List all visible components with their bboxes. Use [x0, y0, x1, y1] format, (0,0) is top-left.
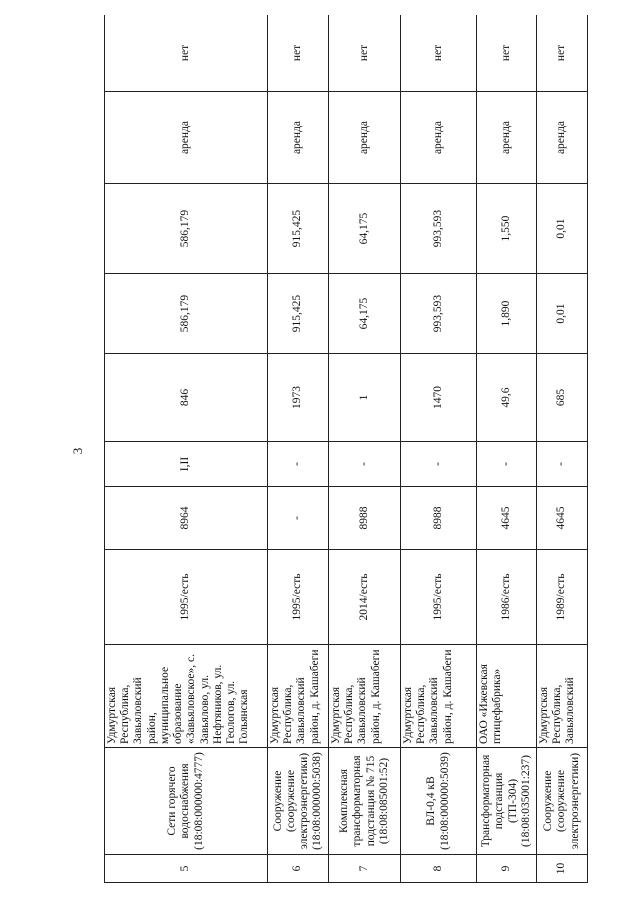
table-row	[401, 15, 477, 883]
object-address-cell: Удмуртская Республика, Завьяловский район, д. Кашабеги	[401, 645, 477, 748]
book-value-cell: 0,01	[537, 274, 588, 354]
rotated-table-container	[104, 15, 618, 883]
encumbrance-cell: нет	[105, 15, 268, 92]
encumbrance-cell: нет	[268, 15, 329, 92]
residual-value-cell: 1,550	[477, 184, 537, 274]
table-row	[105, 15, 268, 883]
length-value-cell: 8964	[105, 487, 268, 550]
length-value-cell: 4645	[537, 487, 588, 550]
encumbrance-cell: нет	[401, 15, 477, 92]
right-type-cell: аренда	[401, 92, 477, 184]
table-row	[537, 15, 588, 883]
length-value-cell: 8988	[329, 487, 401, 550]
residual-value-cell: 993,593	[401, 184, 477, 274]
category-cell: -	[268, 442, 329, 487]
category-cell: I,II	[105, 442, 268, 487]
document-page	[104, 15, 618, 883]
area-value-cell: 1	[329, 354, 401, 442]
category-cell: -	[401, 442, 477, 487]
table-row	[329, 15, 401, 883]
encumbrance-cell: нет	[329, 15, 401, 92]
book-value-cell: 586,179	[105, 274, 268, 354]
object-name-cell: Сооружение (сооружение электроэнергетики)	[537, 748, 588, 855]
residual-value-cell: 64,175	[329, 184, 401, 274]
area-value-cell: 846	[105, 354, 268, 442]
object-name-cell: Трансформаторная подстанция (ТП-304) (18:08:035001:237)	[477, 748, 537, 855]
object-address-cell: Удмуртская Республика, Завьяловский район, муниципальное образование «Завьяловское», с. Завьялово, ул. Нефтяников, ул. Геологов, ул. Гольянская	[105, 645, 268, 748]
row-number-cell: 10	[537, 855, 588, 883]
table-body	[105, 15, 588, 883]
right-type-cell: аренда	[477, 92, 537, 184]
encumbrance-cell: нет	[537, 15, 588, 92]
row-number-cell: 8	[401, 855, 477, 883]
book-value-cell: 993,593	[401, 274, 477, 354]
row-number-cell: 9	[477, 855, 537, 883]
right-type-cell: аренда	[329, 92, 401, 184]
object-address-cell: Удмуртская Республика, Завьяловский район, д. Кашабеги	[268, 645, 329, 748]
right-type-cell: аренда	[537, 92, 588, 184]
object-name-cell: Сооружение (сооружение электроэнергетики) (18:08:000000:5038)	[268, 748, 329, 855]
year-registration-cell: 1995/есть	[105, 550, 268, 645]
area-value-cell: 1973	[268, 354, 329, 442]
encumbrance-cell: нет	[477, 15, 537, 92]
table-row	[268, 15, 329, 883]
book-value-cell: 915,425	[268, 274, 329, 354]
page-number: 3	[70, 447, 85, 455]
year-registration-cell: 1989/есть	[537, 550, 588, 645]
length-value-cell: -	[268, 487, 329, 550]
object-address-cell: Удмуртская Республика, Завьяловский	[537, 645, 588, 748]
area-value-cell: 685	[537, 354, 588, 442]
table-row	[477, 15, 537, 883]
object-name-cell: Сети горячего водоснабжения (18:08:000000:4777)	[105, 748, 268, 855]
row-number-cell: 6	[268, 855, 329, 883]
object-address-cell: ОАО «Ижевская птицефабрика»	[477, 645, 537, 748]
year-registration-cell: 1986/есть	[477, 550, 537, 645]
residual-value-cell: 586,179	[105, 184, 268, 274]
year-registration-cell: 2014/есть	[329, 550, 401, 645]
right-type-cell: аренда	[268, 92, 329, 184]
book-value-cell: 1,890	[477, 274, 537, 354]
property-table	[104, 15, 588, 883]
object-name-cell: ВЛ-0,4 кВ (18:08:000000:5039)	[401, 748, 477, 855]
object-name-cell: Комплексная трансформаторная подстанция № 715 (18:08:085001:52)	[329, 748, 401, 855]
area-value-cell: 1470	[401, 354, 477, 442]
residual-value-cell: 0,01	[537, 184, 588, 274]
residual-value-cell: 915,425	[268, 184, 329, 274]
category-cell: -	[477, 442, 537, 487]
row-number-cell: 5	[105, 855, 268, 883]
book-value-cell: 64,175	[329, 274, 401, 354]
object-address-cell: Удмуртская Республика, Завьяловский район, д. Кашабеги	[329, 645, 401, 748]
category-cell: -	[537, 442, 588, 487]
year-registration-cell: 1995/есть	[401, 550, 477, 645]
area-value-cell: 49,6	[477, 354, 537, 442]
year-registration-cell: 1995/есть	[268, 550, 329, 645]
length-value-cell: 8988	[401, 487, 477, 550]
row-number-cell: 7	[329, 855, 401, 883]
length-value-cell: 4645	[477, 487, 537, 550]
category-cell: -	[329, 442, 401, 487]
right-type-cell: аренда	[105, 92, 268, 184]
